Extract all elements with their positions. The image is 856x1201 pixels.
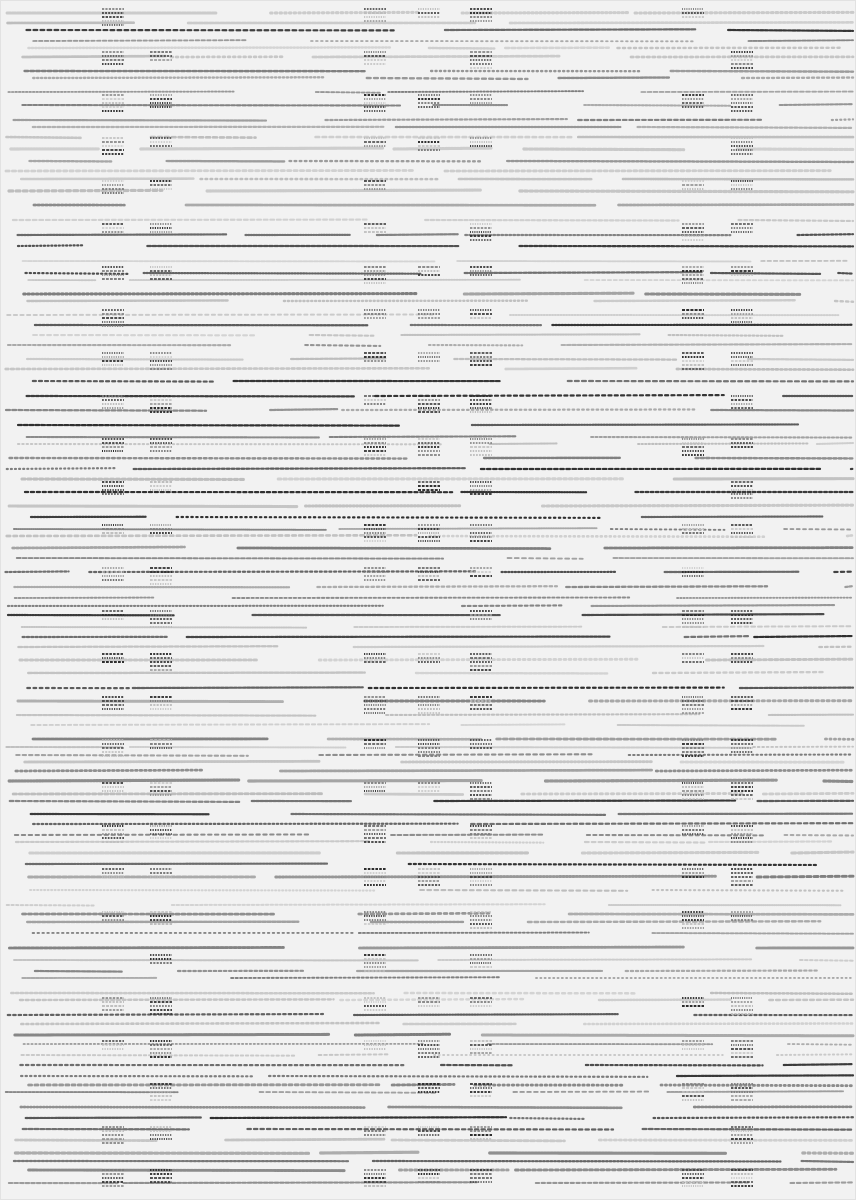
pattern-block [470,138,492,146]
stripe-segment [445,29,697,30]
pattern-block [470,654,492,670]
stripe-segment [16,755,248,756]
stripe-segment [25,273,127,274]
pattern-block [418,353,440,361]
stripe-segment [14,529,327,530]
stripe-segment [33,40,247,41]
stripe-segment [386,714,699,715]
pattern-block [150,1170,172,1182]
pattern-block [682,353,704,369]
horizontal-stripes [5,12,853,1183]
stripe-segment [17,715,316,716]
stripe-segment [377,234,458,235]
pattern-block [364,138,386,146]
stripe-segment [7,314,434,315]
pattern-block [102,568,124,580]
pattern-block [364,568,386,580]
stripe-segment [711,273,820,274]
stripe-segment [270,409,337,410]
pattern-block [364,955,386,971]
stripe-segment [354,646,764,647]
stripe-segment [25,761,319,762]
stripe-segment [365,794,462,795]
stripe-segment [739,220,853,221]
stripe-segment [516,1169,836,1170]
stripe-segment [401,334,640,335]
pattern-block [364,525,386,541]
stripe-segment [310,335,374,336]
pattern-block [731,740,753,752]
stripe-segment [339,528,596,529]
stripe-segment [367,78,528,79]
stripe-segment [431,842,543,843]
stripe-segment [592,605,834,606]
pattern-block [364,697,386,713]
stripe-segment [27,300,227,301]
stripe-segment [13,547,185,548]
stripe-segment [763,793,853,794]
stripe-segment [280,770,651,771]
stripe-segment [15,834,310,835]
stripe-segment [392,1140,564,1141]
pattern-block [682,439,704,455]
pattern-block [470,224,492,240]
stripe-segment [748,359,853,360]
stripe-segment [226,1139,384,1140]
stripe-segment [89,571,475,572]
pattern-block [682,697,704,713]
pattern-block [731,224,753,232]
stripe-segment [144,273,421,274]
stripe-segment [16,841,371,842]
stripe-segment [677,1075,853,1076]
stripe-segment [354,1014,618,1015]
stripe-segment [654,1117,853,1118]
stripe-segment [707,659,853,660]
stripe-segment [177,517,601,518]
pattern-block [364,224,386,232]
pattern-block [418,525,440,541]
stripe-segment [22,105,400,106]
stripe-segment [247,1129,613,1130]
stripe-segment [584,105,730,106]
stripe-segment [792,852,853,853]
stripe-segment [30,890,376,891]
stripe-segment [798,234,853,235]
stripe-segment [23,56,166,57]
stripe-segment [462,605,561,606]
pattern-block [470,52,492,68]
stripe-segment [321,1152,418,1153]
stripe-segment [454,359,677,360]
stripe-segment [508,558,583,559]
stripe-segment [482,1035,853,1036]
pattern-block [418,439,440,455]
stripe-segment [465,272,702,273]
pattern-block [731,783,753,799]
stripe-segment [420,890,627,891]
stripe-segment [5,571,68,572]
stripe-segment [543,505,853,506]
stripe-segment [359,913,489,914]
stripe-segment [685,636,750,637]
stripe-segment [207,190,480,191]
stripe-segment [16,770,204,771]
stripe-segment [461,724,565,725]
pattern-block [731,95,753,111]
stripe-segment [524,149,684,150]
stripe-segment [21,1055,294,1056]
pattern-block [418,1170,440,1182]
pattern-block [731,826,753,842]
pattern-block [418,697,440,713]
pattern-block [682,224,704,240]
stripe-segment [618,725,805,726]
pattern-block [682,826,704,834]
pattern-block [470,439,492,455]
stripe-segment [394,148,491,149]
stripe-segment [342,409,695,410]
stripe-segment [10,458,407,459]
stripe-segment [595,300,796,301]
stripe-segment [585,842,704,843]
stripe-segment [7,905,95,906]
stripe-segment [7,535,416,536]
stripe-segment [319,1054,390,1055]
pattern-block [364,396,386,404]
pattern-block [731,697,753,709]
pattern-block [470,525,492,541]
stripe-segment [520,191,853,192]
stripe-segment [471,823,853,824]
stripe-segment [711,993,853,994]
stripe-segment [325,119,566,120]
stripe-segment [638,443,808,444]
pattern-block [150,568,172,584]
pattern-block [731,439,753,447]
stripe-segment [591,437,853,438]
stripe-segment [134,468,467,469]
pattern-block [731,181,753,189]
pattern-block [102,396,124,408]
pattern-block [150,826,172,838]
stripe-segment [17,558,443,559]
pattern-block [731,482,753,498]
stripe-segment [14,120,266,121]
stripe-segment [728,30,853,31]
stripe-segment [638,127,853,128]
pattern-block [102,1041,124,1049]
stripe-segment [661,1085,853,1086]
stripe-segment [656,770,853,771]
stripe-segment [141,148,383,149]
stripe-segment [777,1054,853,1055]
stripe-segment [18,245,84,246]
pattern-block [682,654,704,662]
stripe-segment [472,424,799,425]
pattern-block [150,353,172,369]
stripe-segment [425,220,678,221]
stripe-segment [9,947,283,948]
stripe-segment [7,468,117,469]
stripe-segment [21,1107,365,1108]
stripe-segment [847,535,853,536]
stripe-segment [635,12,853,13]
stripe-segment [319,659,637,660]
stripe-segment [832,119,853,120]
pattern-block [731,1041,753,1057]
pattern-block [731,611,753,623]
pattern-block [150,654,172,670]
pattern-block [150,611,172,627]
stripe-segment [464,293,634,294]
stripe-segment [800,960,853,961]
stripe-segment [835,301,853,302]
pattern-block [731,869,753,885]
stripe-segment [409,864,819,865]
stripe-segment [317,586,556,587]
pattern-block [418,568,440,580]
stripe-segment [231,977,499,978]
pattern-block [682,310,704,318]
stripe-segment [566,586,767,587]
stripe-segment [355,1034,451,1035]
pattern-block [470,1170,492,1182]
stripe-segment [28,47,389,48]
pattern-block [102,95,124,111]
stripe-segment [653,672,824,673]
rug-pattern-drawing [1,1,856,1201]
stripe-segment [21,1023,380,1024]
pattern-block [682,611,704,627]
pattern-block [731,998,753,1014]
stripe-segment [20,999,334,1000]
stripe-segment [360,947,684,948]
stripe-segment [33,381,214,382]
pattern-block [150,138,172,146]
stripe-segment [33,77,324,78]
stripe-segment [711,410,853,411]
pattern-block [364,181,386,189]
stripe-segment [389,1107,623,1108]
stripe-segment [506,368,636,369]
pattern-block [102,783,124,791]
stripe-segment [18,425,399,426]
stripe-segment [528,921,820,922]
pattern-block [364,1170,386,1186]
pattern-block [364,439,386,455]
stripe-segment [824,781,853,782]
stripe-segment [536,1182,750,1183]
stripe-segment [510,1118,584,1119]
stripe-segment [172,904,545,905]
stripe-segment [319,754,591,755]
stripe-segment [388,91,583,92]
stripe-segment [260,1092,437,1093]
pattern-block [470,826,492,838]
pattern-block [150,955,172,963]
stripe-segment [27,359,242,360]
pattern-block [470,9,492,21]
pattern-block [364,826,386,842]
stripe-segment [292,814,606,815]
stripe-segment [26,1117,201,1118]
pattern-block [150,482,172,490]
stripe-segment [490,443,557,444]
stripe-segment [562,344,853,345]
stripe-segment [790,1182,853,1183]
stripe-segment [784,1064,852,1065]
pattern-block [150,697,172,709]
stripe-segment [784,529,853,530]
stripe-segment [10,801,242,802]
stripe-segment [6,410,206,411]
pattern-block [731,1170,753,1186]
stripe-segment [582,852,760,853]
stripe-segment [6,368,429,369]
pattern-block [364,9,386,21]
stripe-segment [269,1076,647,1077]
stripe-segment [780,104,853,105]
stripe-segment [305,345,380,346]
pattern-block [102,52,124,64]
pattern-block [150,224,172,232]
stripe-segment [642,516,822,517]
stripe-segment [9,190,162,191]
pattern-block [364,95,386,111]
stripe-segment [6,137,81,138]
stripe-segment [316,92,380,93]
stripe-segment [802,1161,853,1162]
pattern-block [364,1041,386,1049]
stripe-segment [291,358,385,359]
stripe-segment [15,1034,329,1035]
pattern-block [102,138,124,154]
stripe-segment [9,780,240,781]
pattern-block [102,224,124,232]
pattern-block [364,783,386,791]
stripe-segment [133,687,363,688]
stripe-segment [276,876,716,877]
stripe-segment [757,876,853,877]
stripe-segment [151,137,256,138]
stripe-segment [330,436,517,437]
stripe-segment [35,971,123,972]
stripe-segment [643,1129,853,1130]
pattern-block [731,396,753,408]
pattern-block [470,697,492,709]
pattern-block [682,181,704,189]
stripe-segment [652,933,853,934]
stripe-segment [18,234,227,235]
pattern-block [470,310,492,318]
stripe-segment [838,273,853,274]
pattern-block [731,52,753,68]
stripe-segment [510,22,853,23]
stripe-segment [611,529,725,530]
pattern-block [364,740,386,748]
stripe-segment [845,586,853,587]
pattern-block [102,310,124,326]
stripe-segment [788,1044,853,1045]
pattern-block [470,783,492,799]
stripe-segment [31,724,429,725]
pattern-block [470,95,492,103]
pattern-block [150,181,172,189]
stripe-segment [18,646,279,647]
pattern-block [364,353,386,361]
stripe-segment [271,12,419,13]
stripe-segment [709,841,832,842]
stripe-segment [238,548,550,549]
stripe-segment [669,335,784,336]
pattern-block [102,697,124,709]
stripe-segment [653,890,844,891]
stripe-segment [340,999,523,1000]
pattern-block [418,9,440,17]
pattern-block [682,783,704,799]
pattern-block [418,783,440,791]
stripe-segment [584,1023,853,1024]
stripe-segment [9,506,297,507]
stripe-segment [29,1170,344,1171]
stripe-segment [671,71,853,72]
stripe-segment [754,636,853,637]
stripe-segment [748,40,853,41]
pattern-block [731,525,753,537]
stripe-segment [211,1117,506,1118]
pattern-block [731,138,753,154]
stripe-segment [545,780,776,781]
pattern-block [470,955,492,967]
stripe-segment [16,1140,157,1141]
pattern-block [418,482,440,490]
pattern-block [470,1041,492,1053]
stripe-segment [313,56,559,57]
stripe-segment [507,161,853,162]
stripe-segment [817,443,853,444]
